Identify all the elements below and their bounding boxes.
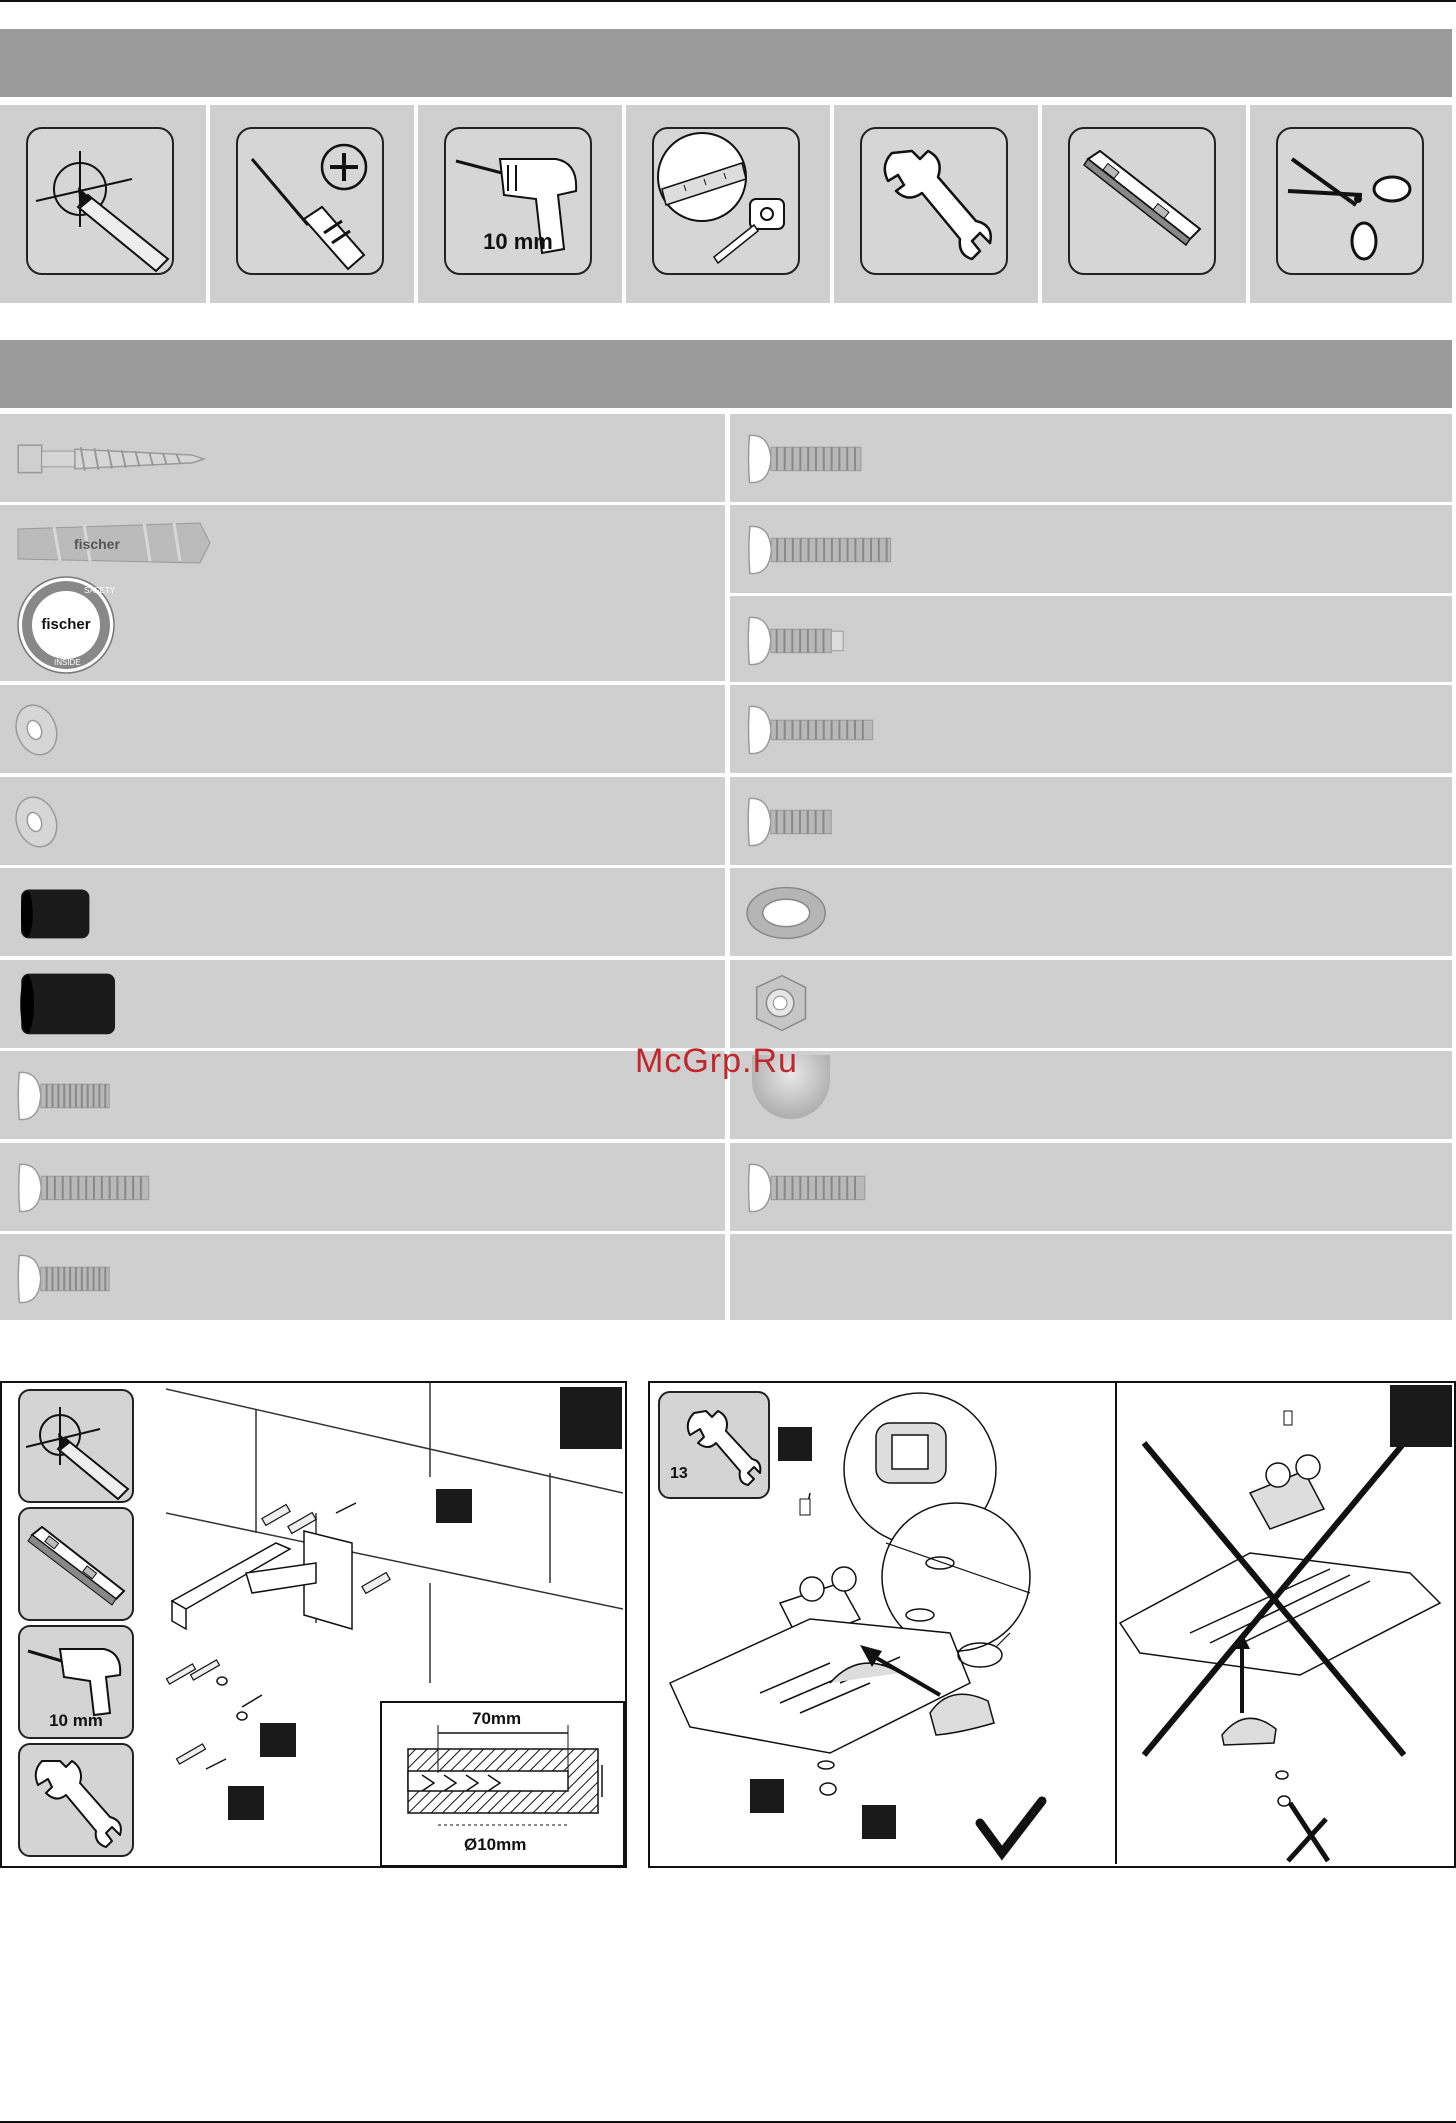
wall-plug-brand: fischer: [74, 536, 120, 552]
part-row: [730, 960, 1452, 1048]
screw-long-icon: [744, 685, 884, 771]
part-row-empty: [730, 1234, 1452, 1320]
callout-box: [228, 1786, 264, 1820]
screw-long-icon: [14, 1143, 174, 1229]
pencil-mark-icon: [26, 127, 174, 275]
part-row: [0, 414, 725, 502]
drill-icon: [444, 127, 592, 275]
step-number-box: [1390, 1385, 1452, 1447]
safety-badge-brand: fischer: [41, 616, 91, 633]
callout-box: [260, 1723, 296, 1757]
safety-badge-bottom: INSIDE: [54, 658, 81, 667]
screw-short-icon: [14, 1234, 134, 1320]
step-number-box: [560, 1387, 622, 1449]
part-row: [730, 777, 1452, 865]
tool-cell: [210, 105, 414, 303]
wrench-icon: [18, 1743, 134, 1857]
tool-cell: [1250, 105, 1452, 303]
part-row: [730, 868, 1452, 956]
part-row: [0, 868, 725, 956]
tool-cell: [626, 105, 830, 303]
part-row: [0, 777, 725, 865]
callout-box: [778, 1427, 812, 1461]
drill-size-label: 10 mm: [49, 1711, 103, 1730]
parts-header-band: [0, 340, 1452, 408]
tape-measure-icon: [652, 127, 800, 275]
drill-detail-inset: [380, 1701, 625, 1867]
part-row: [730, 414, 1452, 502]
spacer-long-icon: [14, 960, 134, 1046]
lag-bolt-icon: [14, 414, 214, 500]
part-row: [0, 1051, 725, 1139]
pencil-mark-icon: [18, 1389, 134, 1503]
washer-small-icon: [14, 777, 94, 863]
part-row: [730, 685, 1452, 773]
tool-cell: [418, 105, 622, 303]
callout-box: [436, 1489, 472, 1523]
part-row: [0, 1234, 725, 1320]
spacer-short-icon: [14, 868, 114, 954]
wall-plug-icon: [14, 505, 214, 681]
screw-short-icon: [744, 777, 854, 863]
part-row: [0, 1143, 725, 1231]
drill-size-label: 10 mm: [483, 229, 553, 254]
screw-medium-icon: [744, 1143, 884, 1229]
scissors-icon: [1276, 127, 1424, 275]
wrench-size-label: 13: [670, 1465, 688, 1482]
screwdriver-phillips-icon: [236, 127, 384, 275]
callout-box: [862, 1805, 896, 1839]
part-row: [730, 1143, 1452, 1231]
part-row: [0, 685, 725, 773]
part-row: [0, 505, 725, 681]
wrench-icon: [860, 127, 1008, 275]
washer-small-icon: [14, 685, 94, 771]
screw-long-icon: [744, 505, 914, 591]
spirit-level-icon: [18, 1507, 134, 1621]
screw-medium-icon: [744, 414, 884, 500]
part-row: [0, 960, 725, 1048]
drill-icon: [18, 1625, 134, 1739]
watermark: McGrp.Ru: [635, 1042, 798, 1080]
tools-header-band: [0, 29, 1452, 97]
screw-short-icon: [14, 1051, 134, 1137]
tool-cell: [0, 105, 206, 303]
washer-large-icon: [744, 868, 844, 954]
top-rule: [0, 0, 1456, 2]
screw-short-icon: [744, 596, 864, 682]
tool-cell: [1042, 105, 1246, 303]
diameter-label: Ø10mm: [464, 1835, 527, 1854]
part-row: [730, 596, 1452, 682]
callout-box: [750, 1779, 784, 1813]
lock-nut-icon: [744, 960, 824, 1046]
part-row: [730, 1051, 1452, 1139]
step2-panel: [648, 1381, 1456, 1868]
spirit-level-icon: [1068, 127, 1216, 275]
depth-label: 70mm: [472, 1709, 522, 1728]
step1-panel: [0, 1381, 627, 1868]
part-row: [730, 505, 1452, 593]
safety-badge-top: SAFETY: [84, 586, 116, 595]
tool-cell: [834, 105, 1038, 303]
